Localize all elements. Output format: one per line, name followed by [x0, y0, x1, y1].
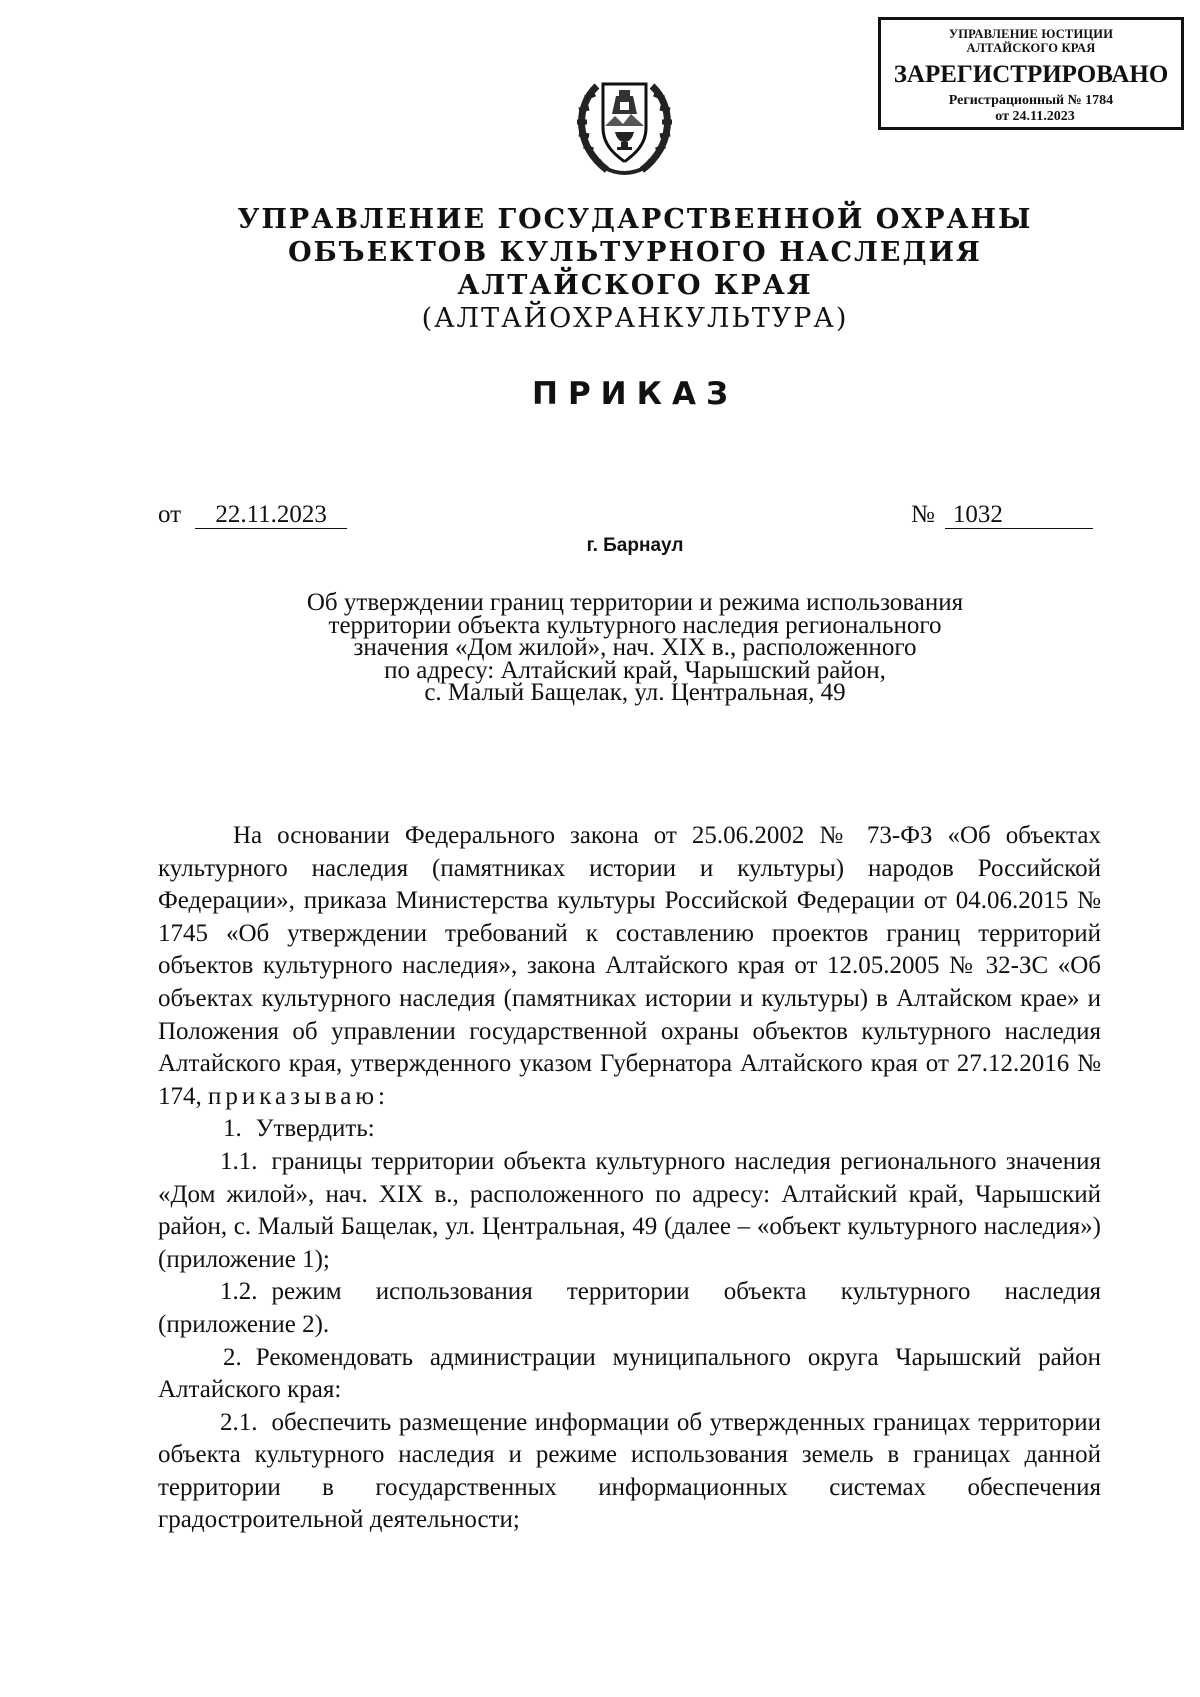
- item-1-number: 1.: [223, 1115, 242, 1143]
- document-type: ПРИКАЗ: [532, 376, 738, 412]
- item-2-number: 2.: [223, 1343, 242, 1371]
- subject-line1: Об утверждении границ территории и режима использования: [306, 589, 964, 616]
- authority-line3: АЛТАЙСКОГО КРАЯ: [457, 270, 813, 301]
- preamble-text: На основании Федерального закона от 25.06.2002 № 73-ФЗ «Об объектах культурного наследия (памятниках истории и культуры) народов Российской Федерации», приказа Министерства культуры Российской Федерации от 04.06.2015 № 1745 «Об утверждении требований к составлению проектов границ территорий объектов культурного наследия», закона Алтайского края от 12.05.2005 № 32-ЗС «Об объектах культурного наследия (памятниках истории и культуры) в Алтайском крае» и Положения об управлении государственной охраны объектов культурного наследия Алтайского края, утвержденного указом Губернатора Алтайского края от 27.12.2016 № 174,: [158, 822, 1101, 1110]
- subject-line4: по адресу: Алтайский край, Чарышский район,: [384, 656, 886, 684]
- document-subject: [0, 589, 1200, 706]
- number-prefix: №: [911, 501, 935, 528]
- altai-krai-coat-of-arms-icon: [567, 66, 682, 181]
- item-1-text: Утвердить:: [255, 1115, 375, 1143]
- subject-line3: значения «Дом жилой», нач. XIX в., расположенного: [353, 634, 917, 661]
- issuing-authority: [0, 203, 1200, 335]
- subject-line5: с. Малый Бащелак, ул. Центральная, 49: [424, 679, 846, 706]
- item-1-1-text: границы территории объекта культурного наследия регионального значения «Дом жилой», нач. XIX в., расположенного по адресу: Алтайский край, Чарышский район, с. Малый Бащелак, ул. Центральная, 49 (далее – «объект культурного наследия») (приложение 1);: [158, 1147, 1101, 1273]
- item-2-1-text: обеспечить размещение информации об утвержденных границах территории объекта культурного наследия и режиме использования земель в границах данной территории в государственных информационных системах обеспечения градостроительной деятельности;: [158, 1408, 1101, 1534]
- stamp-reg-date: от 24.11.2023: [995, 109, 1075, 124]
- item-1-2: [158, 1276, 1101, 1341]
- date-value: 22.11.2023: [195, 502, 347, 529]
- item-1-1: [158, 1146, 1101, 1276]
- item-1-1-number: 1.1.: [220, 1147, 258, 1175]
- item-1-2-number: 1.2.: [220, 1278, 258, 1306]
- order-word: приказываю:: [208, 1082, 389, 1110]
- authority-line1: УПРАВЛЕНИЕ ГОСУДАРСТВЕННОЙ ОХРАНЫ: [237, 204, 1033, 235]
- item-1: [158, 1113, 1101, 1146]
- document-city: г. Барнаул: [586, 535, 684, 556]
- stamp-status: ЗАРЕГИСТРИРОВАНО: [893, 61, 1169, 88]
- number-value: 1032: [945, 502, 1093, 529]
- item-2-1: [158, 1407, 1101, 1537]
- date-prefix: от: [158, 501, 182, 528]
- subject-line2: территории объекта культурного наследия регионального: [328, 611, 942, 639]
- authority-line2: ОБЪЕКТОВ КУЛЬТУРНОГО НАСЛЕДИЯ: [288, 237, 982, 268]
- document-number: [911, 501, 1093, 529]
- item-2: [158, 1342, 1101, 1407]
- stamp-org-line2: АЛТАЙСКОГО КРАЯ: [966, 41, 1096, 55]
- document-date: [158, 501, 347, 529]
- item-1-2-text: режим использования территории объекта культурного наследия (приложение 2).: [158, 1278, 1101, 1338]
- item-2-1-number: 2.1.: [220, 1408, 258, 1436]
- registration-stamp: [878, 17, 1184, 130]
- stamp-reg-number: Регистрационный № 1784: [948, 93, 1114, 108]
- preamble-paragraph: [158, 820, 1101, 1113]
- item-2-text: Рекомендовать администрации муниципального округа Чарышский район Алтайского края:: [158, 1343, 1101, 1404]
- stamp-org-line1: УПРАВЛЕНИЕ ЮСТИЦИИ: [948, 27, 1114, 41]
- document-body: [158, 820, 1101, 1537]
- authority-short-name: (АЛТАЙОХРАНКУЛЬТУРА): [421, 303, 849, 334]
